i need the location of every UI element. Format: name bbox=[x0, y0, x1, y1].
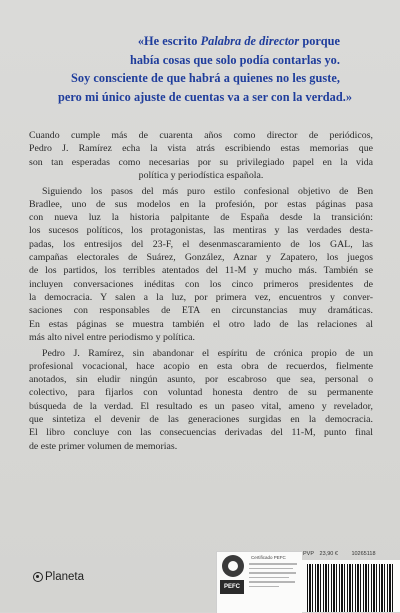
synopsis-paragraph bbox=[29, 347, 373, 453]
pull-quote bbox=[58, 32, 378, 106]
certification-label bbox=[216, 551, 302, 613]
barcode-icon bbox=[307, 564, 393, 612]
text-line: Pedro J. Ramírez, sin abandonar el espíritu de crónica propio de un bbox=[42, 347, 373, 359]
text-line: son tan esperadas como necesarias por su privilegiado papel en la vida bbox=[29, 156, 373, 168]
text-line: profesional vocacional, hace acopio en esta obra de recuerdos, fielmente bbox=[29, 360, 373, 372]
pefc-logo: PEFC bbox=[220, 580, 244, 594]
text-line: incluyen conversaciones inéditas con los cinco primeros presidentes de bbox=[29, 278, 373, 290]
text-line: de este primer volumen de memorias. bbox=[29, 440, 178, 452]
text-line: anotados, sin eludir ningún asunto, por escabroso que sea, personal o bbox=[29, 374, 373, 386]
text-line: búsqueda de la verdad. El resultado es un paseo vital, ameno y revelador, bbox=[29, 400, 373, 412]
certification-title: Certificado PEFC bbox=[251, 555, 286, 560]
publisher-name: Planeta bbox=[45, 571, 85, 583]
price-value: 23,90 € bbox=[319, 551, 338, 557]
price-line bbox=[303, 551, 376, 557]
certification-fine-print bbox=[249, 563, 299, 590]
text-line: Bradlee, uno de sus modelos en la profesión, por estas páginas pasa bbox=[29, 198, 373, 210]
text-line: con nueva luz la historia palpitante de España desde la transición: bbox=[29, 212, 373, 224]
text-line: El libro concluye con las consecuencias derivadas del 11-M, punto final bbox=[29, 427, 373, 439]
text-line: Siguiendo los pasos del más puro estilo confesional objetivo de Ben bbox=[42, 185, 373, 197]
text-line: En estas páginas se muestra también el otro lado de las relaciones al bbox=[29, 318, 373, 330]
quote-line: «He escrito Palabra de director porque bbox=[137, 34, 340, 48]
text-line: política y periodística española. bbox=[138, 169, 264, 181]
product-code: 10265118 bbox=[351, 551, 376, 557]
barcode bbox=[301, 560, 400, 612]
text-line: padas, los entresijos del 23-F, el desenmascaramiento de los GAL, las bbox=[29, 238, 373, 250]
text-line: Pedro J. Ramírez echa la vista atrás escribiendo estas memorias que bbox=[29, 143, 373, 155]
text-line: que sintetiza el devenir de las generaciones surgidas en la democracia. bbox=[29, 414, 373, 426]
text-line: campañas electorales de Suárez, González, Aznar y Zapatero, los juegos bbox=[29, 252, 373, 264]
publisher-logo bbox=[33, 571, 84, 583]
text-line: colectivo, para fijarlos con voluntad honesta dentro de su permanente bbox=[29, 387, 373, 399]
text-line: saciones con responsables de ETA en circunstancias muy dramáticas. bbox=[29, 305, 373, 317]
synopsis-paragraph bbox=[29, 129, 373, 182]
price-label: PVP bbox=[303, 551, 315, 557]
text-line: más alto nivel entre periodismo y política. bbox=[29, 331, 195, 343]
pefc-tree-icon bbox=[222, 555, 244, 577]
quote-line: pero mi único ajuste de cuentas va a ser con la verdad.» bbox=[58, 89, 353, 104]
text-line: los sucesos políticos, los protagonistas, las mentiras y las verdades desta- bbox=[29, 225, 373, 237]
synopsis bbox=[29, 129, 373, 455]
text-line: Cuando cumple más de cuarenta años como director de periódicos, bbox=[29, 130, 373, 141]
quote-line: Soy consciente de que habrá a quienes no les guste, bbox=[70, 71, 340, 85]
quote-line: había cosas que solo podía contarlas yo. bbox=[129, 52, 340, 67]
text-line: de los partidos, los terribles atentados del 11-M y mucho más. También se bbox=[29, 265, 373, 277]
text-line: la democracia. Y salen a la luz, por primera vez, encuentros y conver- bbox=[29, 291, 373, 303]
planeta-logo-icon bbox=[33, 572, 43, 582]
synopsis-paragraph bbox=[29, 185, 373, 345]
